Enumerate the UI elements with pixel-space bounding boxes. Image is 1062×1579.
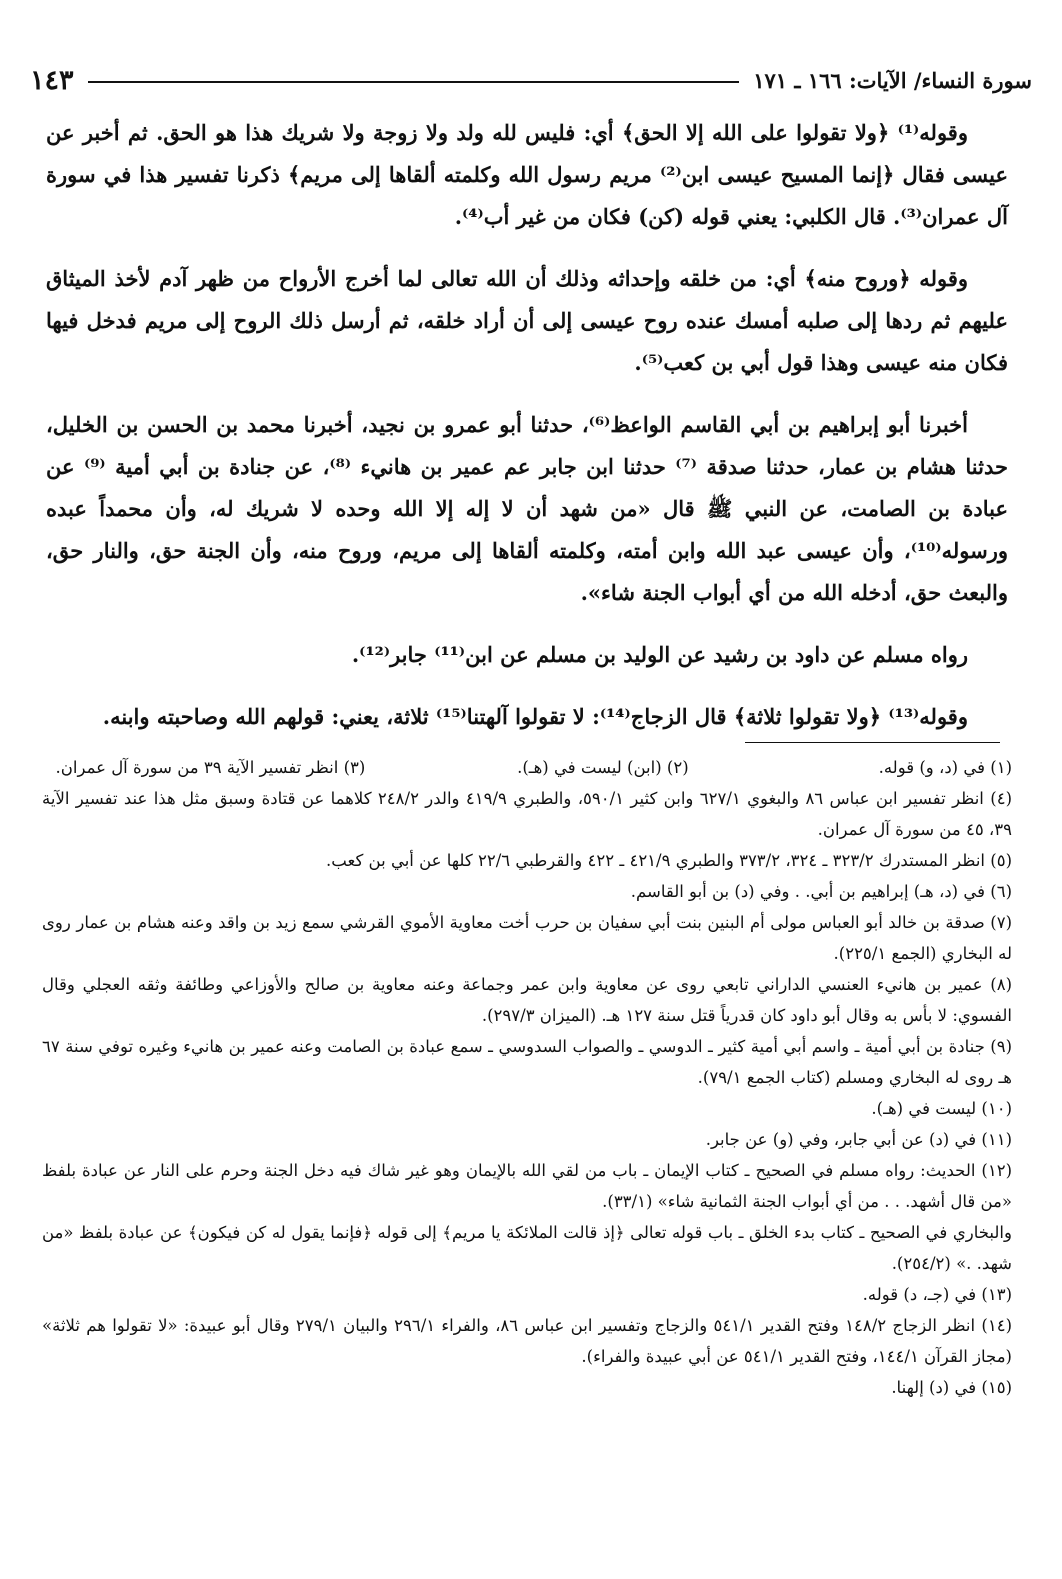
footnote-3: (٣) انظر تفسير الآية ٣٩ من سورة آل عمران. xyxy=(55,758,366,777)
page-header xyxy=(30,56,1032,104)
paragraph: وقوله ﴿وروح منه﴾ أي: من خلقه وإحداثه وذلك أن الله تعالى لما أخرج الأرواح من ظهر آدم لأخذ الميثاق عليهم ثم ردها إلى صلبه أمسك عنده روح عيسى إلى أن أراد خلقه، ثم أرسل ذلك الروح إلى مريم فدخل فيها فكان منه عيسى وهذا قول أبي بن كعب⁽⁵⁾. xyxy=(46,266,1008,375)
footnote-11: (١١) في (د) عن أبي جابر، وفي (و) عن جابر. xyxy=(705,1130,1012,1149)
footnote-6: (٦) في (د، هـ) إبراهيم بن أبي. . وفي (د) بن أبو القاسم. xyxy=(630,882,1012,901)
footnote-4: (٤) انظر تفسير ابن عباس ٨٦ والبغوي ٦٢٧/١ وابن كثير ٥٩٠/١، والطبري ٤١٩/٩ والدر ٢٤٨/٢ كلاهما عن قتادة وسبق مثل هذا عند تفسير الآية ٣٩، ٤٥ من سورة آل عمران. xyxy=(42,789,1012,839)
footnote-14: (١٤) انظر الزجاج ١٤٨/٢ وفتح القدير ٥٤١/١ والزجاج وتفسير ابن عباس ٨٦، والفراء ٢٩٦/١ والبيان ٢٧٩/١ وقال أبو عبيدة: «لا تقولوا هم ثلاثة» (مجاز القرآن ١٤٤/١، وفتح القدير ٥٤١/١ عن أبي عبيدة والفراء). xyxy=(42,1316,1012,1366)
footnote-15: (١٥) في (د) إلهنا. xyxy=(891,1378,1012,1397)
footnote-7: (٧) صدقة بن خالد أبو العباس مولى أم البنين بنت أبي سفيان بن حرب أخت معاوية الأموي القرشي سمع زيد بن واقد وعنه هشام بن عمار روى له البخاري (الجمع ٢٢٥/١). xyxy=(42,913,1012,963)
main-text xyxy=(46,112,1008,738)
running-title: سورة النساء/ الآيات: ١٦٦ ـ ١٧١ xyxy=(753,67,1032,93)
paragraph: رواه مسلم عن داود بن رشيد عن الوليد بن مسلم عن ابن⁽¹¹⁾ جابر⁽¹²⁾. xyxy=(351,642,968,667)
footnote-5: (٥) انظر المستدرك ٣٢٣/٢ ـ ٣٢٤، ٣٧٣/٢ والطبري ٤٢١/٩ ـ ٤٢٢ والقرطبي ٢٢/٦ كلها عن أبي بن كعب. xyxy=(326,851,1012,870)
footnote-8: (٨) عمير بن هانيء العنسي الداراني تابعي روى عن معاوية وابن عمر وجماعة وعنه معاوية بن صالح والأوزاعي وطائفة وثقه العجلي وقال الفسوي: لا بأس به وقال أبو داود كان قدرياً قتل سنة ١٢٧ هـ. (الميزان ٢٩٧/٣). xyxy=(42,975,1012,1025)
footnote-9: (٩) جنادة بن أبي أمية ـ واسم أبي أمية كثير ـ الدوسي ـ والصواب السدوسي ـ سمع عبادة بن الصامت وعنه عمير بن هانيء وغيره توفي سنة ٦٧ هـ روى له البخاري ومسلم (كتاب الجمع ٧٩/١). xyxy=(42,1037,1012,1087)
paragraph: وقوله⁽¹⁾ ﴿ولا تقولوا على الله إلا الحق﴾ أي: فليس لله ولد ولا زوجة ولا شريك هذا هو الحق. ثم أخبر عن عيسى فقال ﴿إنما المسيح عيسى ابن⁽²⁾ مريم رسول الله وكلمته ألقاها إلى مريم﴾ ذكرنا تفسير هذا في سورة آل عمران⁽³⁾. قال الكلبي: يعني قوله (كن) فكان من غير أب⁽⁴⁾. xyxy=(46,120,1008,229)
header-rule xyxy=(88,81,740,83)
page-number: ١٤٣ xyxy=(30,64,74,96)
footnote-2: (٢) (ابن) ليست في (هـ). xyxy=(517,758,689,777)
footnote-12-continued: والبخاري في الصحيح ـ كتاب بدء الخلق ـ باب قوله تعالى ﴿إذ قالت الملائكة يا مريم﴾ إلى قوله ﴿فإنما يقول له كن فيكون﴾ عن عبادة بلفظ «من شهد. .» (٢٥٤/٢). xyxy=(42,1223,1012,1273)
footnote-13: (١٣) في (جـ، د) قوله. xyxy=(862,1285,1012,1304)
footnote-row xyxy=(42,752,1012,783)
paragraph: وقوله⁽¹³⁾ ﴿ولا تقولوا ثلاثة﴾ قال الزجاج⁽¹⁴⁾: لا تقولوا آلهتنا⁽¹⁵⁾ ثلاثة، يعني: قولهم الله وصاحبته وابنه. xyxy=(102,704,968,729)
footnotes xyxy=(42,752,1012,1403)
footnote-separator xyxy=(745,742,1000,743)
footnote-12: (١٢) الحديث: رواه مسلم في الصحيح ـ كتاب الإيمان ـ باب من لقي الله بالإيمان وهو غير شاك فيه دخل الجنة وحرم على النار عن عبادة بلفظ «من قال أشهد. . . من أي أبواب الجنة الثمانية شاء» (٣٣/١). xyxy=(42,1161,1012,1211)
paragraph: أخبرنا أبو إبراهيم بن أبي القاسم الواعظ⁽⁶⁾، حدثنا أبو عمرو بن نجيد، أخبرنا محمد بن الحسن بن الخليل، حدثنا هشام بن عمار، حدثنا صدقة ⁽⁷⁾ حدثنا ابن جابر عم عمير بن هانيء ⁽⁸⁾، عن جنادة بن أبي أمية ⁽⁹⁾ عن عبادة بن الصامت، عن النبي ﷺ قال «من شهد أن لا إله إلا الله وحده لا شريك له، وأن محمداً عبده ورسوله⁽¹⁰⁾، وأن عيسى عبد الله وابن أمته، وكلمته ألقاها إلى مريم، وروح منه، وأن الجنة حق، والنار حق، والبعث حق، أدخله الله من أي أبواب الجنة شاء». xyxy=(46,412,1008,605)
footnote-10: (١٠) ليست في (هـ). xyxy=(871,1099,1012,1118)
footnote-1: (١) في (د، و) قوله. xyxy=(878,758,1012,777)
